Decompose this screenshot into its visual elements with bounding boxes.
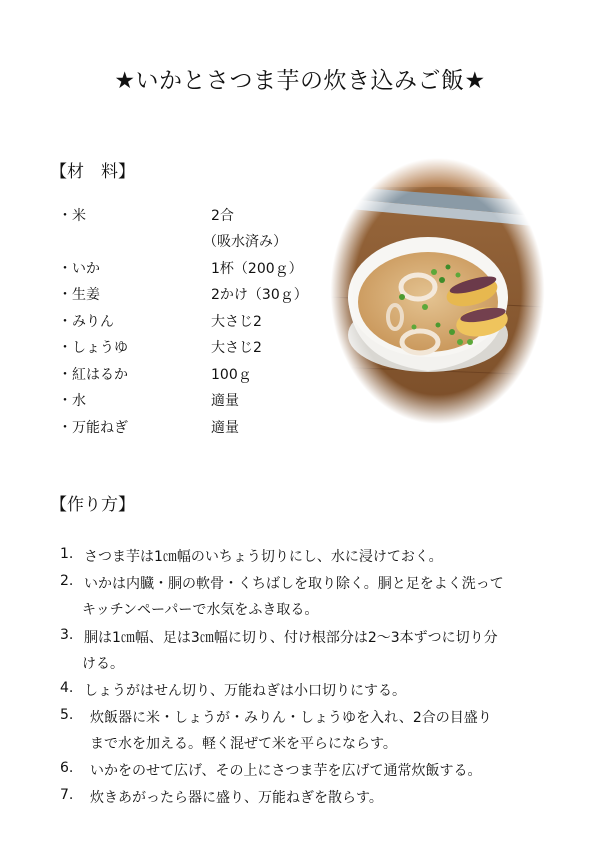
ingredient-row <box>58 390 358 410</box>
ingredient-name: ・生姜 <box>58 287 100 303</box>
ingredient-name: ・米 <box>58 208 86 224</box>
step-text: 炊きあがったら器に盛り、万能ねぎを散らす。 <box>90 790 383 806</box>
step-number: 3. <box>60 627 74 643</box>
ingredient-row <box>58 231 358 251</box>
ingredient-amount: （吸水済み） <box>203 234 287 250</box>
ingredient-amount: 適量 <box>211 393 239 409</box>
step-continuation: まで水を加える。軽く混ぜて米を平らにならす。 <box>90 736 397 752</box>
step-number: 2. <box>60 573 74 589</box>
ingredient-amount: 大さじ2 <box>211 314 262 330</box>
step-text: 炊飯器に米・しょうが・みりん・しょうゆを入れ、2合の目盛り <box>90 710 492 726</box>
ingredient-row <box>58 205 358 225</box>
step-number: 7. <box>60 787 74 803</box>
ingredient-name: ・万能ねぎ <box>58 420 128 436</box>
ingredient-row <box>58 258 358 278</box>
step-continuation: ける。 <box>82 656 124 672</box>
ingredient-amount: 100ｇ <box>211 367 252 383</box>
ingredient-row <box>58 284 358 304</box>
step-text: いかは内臓・胴の軟骨・くちばしを取り除く。胴と足をよく洗って <box>84 576 504 592</box>
ingredient-row <box>58 417 358 437</box>
ingredient-amount: 2合 <box>211 208 234 224</box>
step-text: さつま芋は1㎝幅のいちょう切りにし、水に浸けておく。 <box>84 549 443 565</box>
ingredient-amount: 適量 <box>211 420 239 436</box>
ingredient-name: ・いか <box>58 261 100 277</box>
ingredient-name: ・水 <box>58 393 86 409</box>
step-text: しょうがはせん切り、万能ねぎは小口切りにする。 <box>84 683 406 699</box>
dish-photo <box>330 157 545 425</box>
recipe-title: ★いかとさつま芋の炊き込みご飯★ <box>114 68 486 94</box>
step-number: 5. <box>60 707 74 723</box>
ingredient-row <box>58 311 358 331</box>
step-number: 6. <box>60 760 74 776</box>
materials-heading: 【材 料】 <box>50 162 135 182</box>
ingredient-name: ・紅はるか <box>58 367 128 383</box>
ingredient-amount: 1杯（200ｇ） <box>211 261 303 277</box>
ingredient-name: ・みりん <box>58 314 114 330</box>
step-number: 1. <box>60 546 74 562</box>
ingredient-amount: 2かけ（30ｇ） <box>211 287 308 303</box>
ingredient-row <box>58 337 358 357</box>
step-continuation: キッチンペーパーで水気をふき取る。 <box>82 602 319 618</box>
ingredient-amount: 大さじ2 <box>211 340 262 356</box>
steps-heading: 【作り方】 <box>50 495 135 515</box>
step-text: 胴は1㎝幅、足は3㎝幅に切り、付け根部分は2～3本ずつに切り分 <box>84 630 498 646</box>
ingredient-row <box>58 364 358 384</box>
step-text: いかをのせて広げ、その上にさつま芋を広げて通常炊飯する。 <box>90 763 482 779</box>
ingredient-name: ・しょうゆ <box>58 340 128 356</box>
step-number: 4. <box>60 680 74 696</box>
